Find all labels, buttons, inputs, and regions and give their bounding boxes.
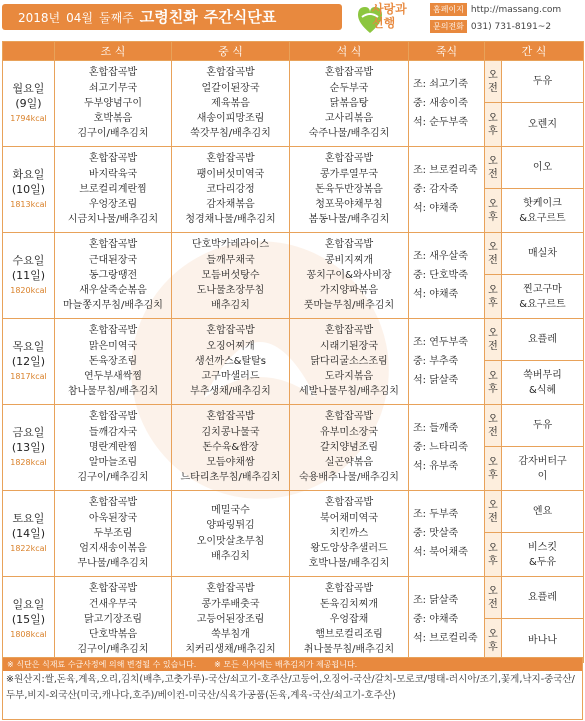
menu-item: 닭고기장조림 xyxy=(84,613,142,625)
am-char: 전 xyxy=(488,598,498,610)
lunch-cell xyxy=(172,577,290,663)
snack-am xyxy=(502,491,584,533)
snack-pm xyxy=(502,533,584,577)
menu-item: 고구마샐러드 xyxy=(201,371,260,383)
menu-item: 생선까스&탈탈s xyxy=(195,355,266,367)
menu-item: 동그랑땡전 xyxy=(88,269,138,281)
pm-char: 오 xyxy=(488,456,498,468)
table-header-row xyxy=(3,42,584,61)
pm-char: 오 xyxy=(488,628,498,640)
pm-label xyxy=(485,447,502,491)
day-name: 목요일 xyxy=(12,340,45,353)
menu-item: 두부조림 xyxy=(93,527,133,539)
kcal: 1822kcal xyxy=(10,544,47,553)
snack-pm xyxy=(502,275,584,319)
snack-text: 요플레 xyxy=(528,334,557,345)
table-row xyxy=(3,61,584,103)
dinner-cell xyxy=(290,61,409,147)
dinner-cell xyxy=(290,405,409,491)
snack-pm xyxy=(502,103,584,147)
menu-item: 새송이피망조림 xyxy=(196,113,265,125)
menu-item: 석: 야채죽 xyxy=(413,289,459,300)
menu-item: 혼합잡곡밥 xyxy=(324,411,374,423)
porridge-cell xyxy=(409,491,485,577)
homepage-row xyxy=(430,2,584,17)
porridge-cell xyxy=(409,319,485,405)
menu-item: 엄지새송이볶음 xyxy=(79,543,147,555)
snack-text: 엔요 xyxy=(532,506,553,517)
pm-char: 후 xyxy=(488,211,498,223)
menu-item: 혼합잡곡밥 xyxy=(206,325,255,337)
menu-item: 혼합잡곡밥 xyxy=(324,497,374,509)
menu-item: 제육볶음 xyxy=(211,97,250,109)
day-cell xyxy=(3,577,55,663)
menu-item: 혼합잡곡밥 xyxy=(88,583,138,595)
day-cell xyxy=(3,147,55,233)
menu-item: 팽이버섯미역국 xyxy=(196,168,265,180)
menu-item: 우엉잡채 xyxy=(329,613,369,625)
contact-info xyxy=(430,2,584,36)
menu-item: 혼합잡곡밥 xyxy=(88,239,138,251)
am-char: 전 xyxy=(488,426,498,438)
menu-item: 석: 유부죽 xyxy=(413,461,459,472)
table-row xyxy=(3,147,584,189)
dinner-cell xyxy=(290,147,409,233)
menu-item: 봄동나물/배추김치 xyxy=(308,214,390,226)
snack-am xyxy=(502,233,584,275)
am-char: 전 xyxy=(488,512,498,524)
menu-item: 바지락육국 xyxy=(88,168,138,180)
menu-item: 아욱된장국 xyxy=(88,512,138,524)
am-label xyxy=(485,233,502,275)
menu-item: 시래기된장국 xyxy=(320,340,378,352)
am-label xyxy=(485,405,502,447)
menu-item: 조: 연두부죽 xyxy=(413,337,468,348)
menu-item: 석: 브로컬리죽 xyxy=(413,633,478,644)
menu-item: 취나물무침/배추김치 xyxy=(303,644,395,656)
table-row xyxy=(3,577,584,619)
snack-am xyxy=(502,319,584,361)
snack-text: 두유 xyxy=(532,420,553,431)
am-char: 오 xyxy=(488,585,498,597)
am-char: 오 xyxy=(488,499,498,511)
am-char: 오 xyxy=(488,155,498,167)
menu-item: 닭볶음탕 xyxy=(329,97,369,109)
menu-item: 혼합잡곡밥 xyxy=(88,153,138,165)
menu-item: 얼갈이된장국 xyxy=(201,82,260,94)
lunch-cell xyxy=(172,491,290,577)
snack-text: 이오 xyxy=(532,162,553,173)
menu-item: 콩가루열무국 xyxy=(320,168,378,180)
snack-am xyxy=(502,147,584,189)
pm-label xyxy=(485,103,502,147)
menu-item: 혼합잡곡밥 xyxy=(324,153,374,165)
header-day xyxy=(3,42,55,61)
breakfast-cell xyxy=(55,61,172,147)
snack-text: 바나나 xyxy=(528,635,557,646)
menu-item: 명란계란찜 xyxy=(88,441,138,453)
day-name: 일요일 xyxy=(12,598,45,611)
menu-item: 가지양파볶음 xyxy=(320,285,378,297)
menu-item: 코다리강정 xyxy=(206,183,255,195)
menu-item: 치커리생채/배추김치 xyxy=(185,644,276,656)
menu-item: 갈치양념조림 xyxy=(320,441,378,453)
logo-text xyxy=(372,2,407,30)
day-cell xyxy=(3,319,55,405)
pm-char: 후 xyxy=(488,383,498,395)
table-row xyxy=(3,491,584,533)
menu-item: 유부미소장국 xyxy=(320,426,378,438)
porridge-cell xyxy=(409,577,485,663)
day-name: 월요일 xyxy=(12,82,45,95)
pm-char: 오 xyxy=(488,542,498,554)
menu-item: 치킨까스 xyxy=(329,527,369,539)
menu-item: 감자채볶음 xyxy=(206,199,255,211)
am-char: 전 xyxy=(488,82,498,94)
snack-text: 매실차 xyxy=(528,248,557,259)
snack-text: 오렌지 xyxy=(528,119,557,130)
day-date: (13일) xyxy=(11,441,46,454)
snack-pm xyxy=(502,619,584,663)
menu-item: 석: 북어채죽 xyxy=(413,547,468,558)
menu-item: 꽁치구이&와사비장 xyxy=(306,269,392,281)
menu-item: 숙용배추나물/배추김치 xyxy=(299,472,399,484)
menu-item: 중: 단호박죽 xyxy=(413,270,468,281)
menu-item: 중: 느타리죽 xyxy=(413,442,468,453)
menu-item: 오이맛살초무침 xyxy=(196,535,265,547)
pm-label xyxy=(485,189,502,233)
menu-item: 김치콩나물국 xyxy=(201,426,260,438)
breakfast-cell xyxy=(55,491,172,577)
title-bar xyxy=(2,4,342,30)
snack-am xyxy=(502,405,584,447)
snack-text: 요플레 xyxy=(528,592,557,603)
pm-label xyxy=(485,361,502,405)
menu-item: 단호박볶음 xyxy=(88,629,138,641)
pm-char: 오 xyxy=(488,198,498,210)
menu-item: 청포묵야채무침 xyxy=(315,199,383,211)
menu-item: 호박나물/배추김치 xyxy=(308,558,390,570)
page-title: 주간식단표 xyxy=(203,8,277,26)
dinner-cell xyxy=(290,319,409,405)
menu-item: 조: 닭살죽 xyxy=(413,595,459,606)
menu-item: 새우살죽순볶음 xyxy=(79,285,147,297)
header-breakfast: 조 식 xyxy=(55,42,172,61)
menu-item: 김구이/배추김치 xyxy=(77,472,149,484)
breakfast-cell xyxy=(55,233,172,319)
snack-am xyxy=(502,61,584,103)
day-name: 화요일 xyxy=(12,168,45,181)
snack-am xyxy=(502,577,584,619)
menu-item: 부추생채/배추김치 xyxy=(190,386,271,398)
menu-item: 쑥갓무침/배추김치 xyxy=(190,128,271,140)
snack-text: 감자버터구 이 xyxy=(518,455,567,482)
footer xyxy=(2,657,583,720)
menu-item: 돈육김치찌개 xyxy=(320,598,378,610)
kcal: 1813kcal xyxy=(10,200,47,209)
menu-item: 혼합잡곡밥 xyxy=(324,67,374,79)
porridge-cell xyxy=(409,405,485,491)
menu-item: 참나물무침/배추김치 xyxy=(67,386,159,398)
am-label xyxy=(485,147,502,189)
menu-item: 혼합잡곡밥 xyxy=(88,497,138,509)
menu-item: 중: 부추죽 xyxy=(413,356,459,367)
contact-phone: 031) 731-8191~2 xyxy=(470,21,552,32)
menu-item: 닭다리굴소스조림 xyxy=(310,355,388,367)
menu-item: 풋마늘무침/배추김치 xyxy=(303,300,395,312)
menu-item: 혼합잡곡밥 xyxy=(206,583,255,595)
am-char: 전 xyxy=(488,168,498,180)
month: 04월 xyxy=(66,11,94,25)
menu-item: 느타리초무침/배추김치 xyxy=(180,472,281,484)
menu-item: 도나물초장무침 xyxy=(196,285,265,297)
menu-item: 양파링튀김 xyxy=(206,520,255,532)
lunch-cell xyxy=(172,405,290,491)
header-dinner: 석 식 xyxy=(290,42,409,61)
am-char: 오 xyxy=(488,69,498,81)
am-label xyxy=(485,61,502,103)
porridge-cell xyxy=(409,147,485,233)
snack-pm xyxy=(502,447,584,491)
menu-item: 왕도앙상추샐러드 xyxy=(310,543,388,555)
day-cell xyxy=(3,61,55,147)
kcal: 1820kcal xyxy=(10,286,47,295)
menu-item: 연두부새싹찜 xyxy=(84,371,142,383)
day-date: (9일) xyxy=(15,97,42,110)
day-cell xyxy=(3,491,55,577)
menu-item: 북어채미역국 xyxy=(320,512,378,524)
menu-item: 쇠고기무국 xyxy=(88,82,138,94)
menu-item: 고사리볶음 xyxy=(324,113,374,125)
menu-item: 쑥부침개 xyxy=(211,629,250,641)
menu-item: 실곤약볶음 xyxy=(324,457,374,469)
menu-item: 도라지볶음 xyxy=(324,371,374,383)
pm-char: 오 xyxy=(488,370,498,382)
table-row xyxy=(3,405,584,447)
day-date: (11일) xyxy=(11,269,46,282)
menu-item: 마늘쫑지무침/배추김치 xyxy=(63,300,163,312)
menu-item: 중: 새송이죽 xyxy=(413,98,468,109)
menu-item: 돈수육&쌈장 xyxy=(202,441,259,453)
menu-item: 혼합잡곡밥 xyxy=(206,67,255,79)
menu-table xyxy=(2,41,584,663)
menu-item: 우엉장조림 xyxy=(88,199,138,211)
snack-text: 두유 xyxy=(532,76,553,87)
menu-item: 조: 들깨죽 xyxy=(413,423,459,434)
menu-item: 숙주나물/배추김치 xyxy=(308,128,390,140)
menu-item: 조: 새우살죽 xyxy=(413,251,468,262)
lunch-cell xyxy=(172,147,290,233)
menu-item: 배추김치 xyxy=(211,300,250,312)
day-date: (14일) xyxy=(11,527,46,540)
header-porridge: 죽식 xyxy=(409,42,485,61)
lunch-cell xyxy=(172,319,290,405)
menu-item: 혼합잡곡밥 xyxy=(324,239,374,251)
logo-line-2: 선행 xyxy=(372,16,396,30)
facility-name: 고령친화 xyxy=(139,8,198,26)
pm-char: 오 xyxy=(488,112,498,124)
year: 2018년 xyxy=(18,11,61,25)
pm-char: 후 xyxy=(488,297,498,309)
menu-item: 돈육장조림 xyxy=(88,355,138,367)
am-char: 오 xyxy=(488,327,498,339)
pm-char: 후 xyxy=(488,125,498,137)
dinner-cell xyxy=(290,491,409,577)
breakfast-cell xyxy=(55,577,172,663)
porridge-cell xyxy=(409,61,485,147)
menu-item: 혼합잡곡밥 xyxy=(88,411,138,423)
header-lunch: 중 식 xyxy=(172,42,290,61)
menu-item: 모듬버섯탕수 xyxy=(201,269,260,281)
day-date: (12일) xyxy=(11,355,46,368)
breakfast-cell xyxy=(55,405,172,491)
menu-item: 조: 브로컬리죽 xyxy=(413,165,478,176)
menu-item: 배추김치 xyxy=(211,550,250,562)
pm-char: 후 xyxy=(488,469,498,481)
pm-char: 오 xyxy=(488,284,498,296)
menu-item: 혼합잡곡밥 xyxy=(88,325,138,337)
porridge-cell xyxy=(409,233,485,319)
contact-row xyxy=(430,19,584,34)
menu-item: 석: 야채죽 xyxy=(413,203,459,214)
menu-item: 청경채나물/배추김치 xyxy=(185,214,276,226)
menu-item: 브로컬리계란찜 xyxy=(79,183,147,195)
menu-item: 세발나물무침/배추김치 xyxy=(299,386,399,398)
menu-item: 콩비지찌개 xyxy=(324,254,374,266)
am-char: 오 xyxy=(488,413,498,425)
menu-item: 알마늘조림 xyxy=(88,457,138,469)
menu-item: 단호박카레라이스 xyxy=(191,239,270,251)
pm-char: 후 xyxy=(488,555,498,567)
dinner-cell xyxy=(290,577,409,663)
table-row xyxy=(3,233,584,275)
am-char: 전 xyxy=(488,340,498,352)
day-name: 토요일 xyxy=(12,512,45,525)
menu-item: 건새우무국 xyxy=(88,598,138,610)
am-label xyxy=(485,577,502,619)
menu-item: 고등어된장조림 xyxy=(196,613,265,625)
pm-label xyxy=(485,275,502,319)
menu-item: 콩가루배춧국 xyxy=(201,598,260,610)
menu-item: 혼합잡곡밥 xyxy=(206,411,255,423)
menu-item: 햄브로컬리조림 xyxy=(315,629,383,641)
menu-item: 오징어찌개 xyxy=(206,340,255,352)
am-label xyxy=(485,491,502,533)
table-row xyxy=(3,319,584,361)
menu-item: 석: 닭살죽 xyxy=(413,375,459,386)
day-cell xyxy=(3,233,55,319)
kcal: 1808kcal xyxy=(10,630,47,639)
pm-char: 후 xyxy=(488,641,498,653)
week: 둘째주 xyxy=(99,11,134,25)
menu-body xyxy=(3,61,584,663)
menu-item: 혼합잡곡밥 xyxy=(206,153,255,165)
am-char: 전 xyxy=(488,254,498,266)
menu-item: 맑은미역국 xyxy=(88,340,138,352)
menu-item: 들깨감자국 xyxy=(88,426,138,438)
note-kimchi: ※ 모든 식사에는 배추김치가 제공됩니다. xyxy=(214,660,358,669)
day-date: (10일) xyxy=(11,183,46,196)
header-snack: 간 식 xyxy=(485,42,584,61)
menu-item: 중: 야채죽 xyxy=(413,614,459,625)
snack-pm xyxy=(502,361,584,405)
contact-label: 문의전화 xyxy=(430,20,467,33)
dinner-cell xyxy=(290,233,409,319)
note-change: ※ 식단은 식재료 수급사정에 의해 변경될 수 있습니다. xyxy=(7,660,197,669)
snack-pm xyxy=(502,189,584,233)
breakfast-cell xyxy=(55,319,172,405)
header xyxy=(0,0,585,40)
logo-line-1: 사랑과 xyxy=(372,2,407,16)
day-date: (15일) xyxy=(11,613,46,626)
lunch-cell xyxy=(172,233,290,319)
breakfast-cell xyxy=(55,147,172,233)
menu-item: 두부양념구이 xyxy=(84,97,142,109)
day-name: 수요일 xyxy=(12,254,45,267)
menu-item: 메밀국수 xyxy=(211,504,250,516)
am-char: 오 xyxy=(488,241,498,253)
menu-item: 순두부국 xyxy=(329,82,369,94)
menu-item: 김구이/배추김치 xyxy=(77,644,149,656)
menu-item: 호박볶음 xyxy=(93,113,133,125)
menu-item: 돈육두반장볶음 xyxy=(315,183,383,195)
menu-item: 혼합잡곡밥 xyxy=(88,67,138,79)
menu-item: 들깨무채국 xyxy=(206,254,255,266)
snack-text: 핫케이크 &요구르트 xyxy=(519,197,566,224)
pm-label xyxy=(485,533,502,577)
day-cell xyxy=(3,405,55,491)
menu-item: 혼합잡곡밥 xyxy=(324,325,374,337)
menu-item: 조: 두부죽 xyxy=(413,509,459,520)
menu-item: 조: 쇠고기죽 xyxy=(413,79,468,90)
day-name: 금요일 xyxy=(12,426,45,439)
menu-item: 모듬야채쌈 xyxy=(206,457,255,469)
menu-item: 근대된장국 xyxy=(88,254,138,266)
lunch-cell xyxy=(172,61,290,147)
snack-text: 비스킷 &두유 xyxy=(528,541,557,568)
footer-notes xyxy=(3,658,582,671)
kcal: 1794kcal xyxy=(10,114,47,123)
menu-item: 무나물/배추김치 xyxy=(77,558,149,570)
kcal: 1828kcal xyxy=(10,458,47,467)
menu-item: 혼합잡곡밥 xyxy=(324,583,374,595)
origin-info: ※원산지:쌀,돈육,계육,오리,김치(배추,고춧가루)-국산/쇠고기-호주산/고등어,오징어-국산/갈치-모로코/명태-러시아/조기,꽃게,낙지-중국산/두부,비지-외국산(미국,캐나다,호주)/베이컨-미국산/식육가공품(돈육,계육-국산/쇠고기-호주산) xyxy=(6,674,575,701)
menu-item: 시금치나물/배추김치 xyxy=(67,214,159,226)
pm-label xyxy=(485,619,502,663)
menu-item: 중: 감자죽 xyxy=(413,184,459,195)
menu-item: 중: 맛살죽 xyxy=(413,528,459,539)
menu-item: 김구이/배추김치 xyxy=(77,128,149,140)
snack-text: 찐고구마 &요구르트 xyxy=(519,283,566,310)
menu-item: 석: 순두부죽 xyxy=(413,117,468,128)
snack-text: 쑥버무리 &식혜 xyxy=(523,369,562,396)
kcal: 1817kcal xyxy=(10,372,47,381)
am-label xyxy=(485,319,502,361)
homepage-label: 홈페이지 xyxy=(430,3,467,16)
homepage-link[interactable]: http://massang.com xyxy=(470,4,562,15)
